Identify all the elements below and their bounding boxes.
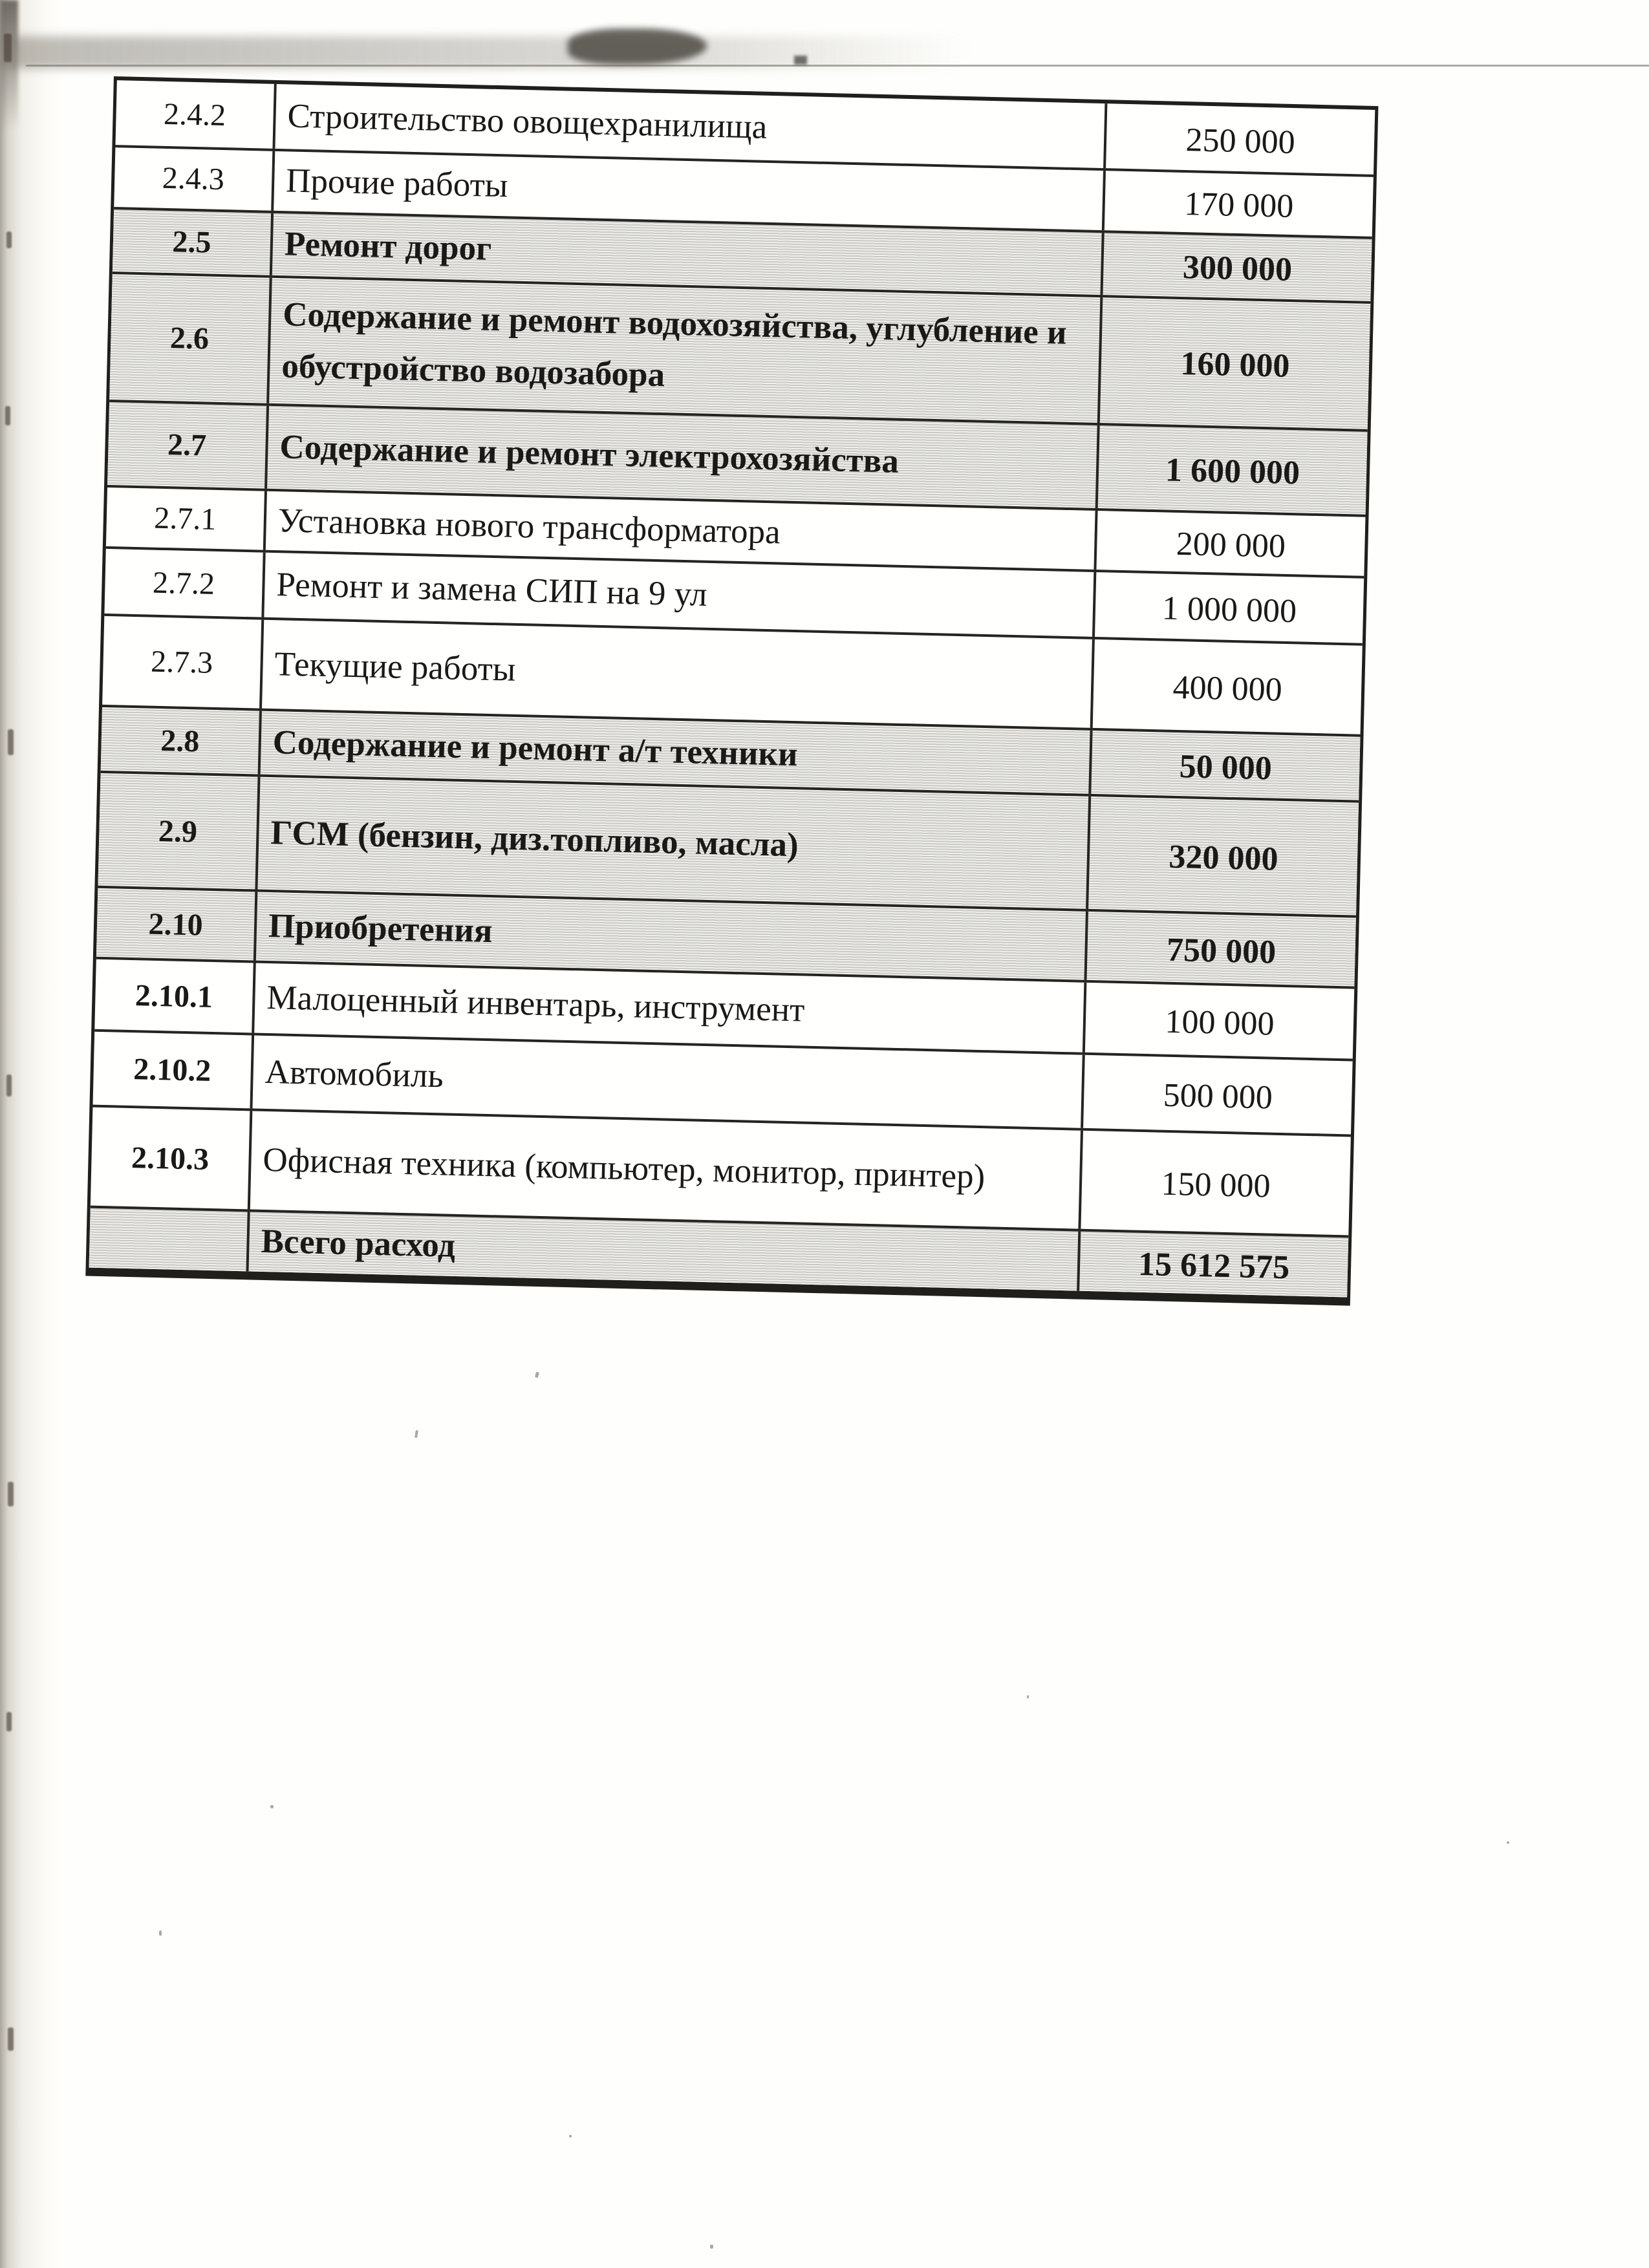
scan-speck bbox=[535, 1372, 539, 1378]
description-cell: Ремонт дорог bbox=[272, 213, 1105, 294]
scan-top-smudge bbox=[0, 36, 970, 69]
total-label-cell: Всего расход bbox=[249, 1212, 1081, 1290]
scan-edge-mark bbox=[5, 406, 10, 425]
amount-cell: 150 000 bbox=[1160, 1165, 1271, 1205]
amount-cell: 400 000 bbox=[1172, 669, 1283, 709]
scan-edge-mark bbox=[8, 2027, 14, 2051]
row-number-cell: 2.7.2 bbox=[104, 549, 265, 617]
amount-cell: 100 000 bbox=[1164, 1003, 1275, 1043]
row-number-cell: 2.10 bbox=[96, 888, 257, 961]
description-cell: Установка нового трансформатора bbox=[266, 491, 1098, 570]
description-cell: Прочие работы bbox=[274, 151, 1106, 230]
scan-edge-mark bbox=[6, 231, 12, 248]
row-number-cell: 2.9 bbox=[98, 773, 261, 890]
row-number-cell: 2.10.1 bbox=[94, 959, 255, 1033]
scan-left-edge-shadow bbox=[0, 0, 65, 2268]
scan-speck bbox=[159, 1931, 162, 1936]
description-cell: Приобретения bbox=[256, 892, 1088, 980]
row-number-cell: 2.7.3 bbox=[102, 616, 264, 709]
scan-edge-mark bbox=[6, 1712, 12, 1731]
scan-edge-mark bbox=[4, 34, 12, 62]
description-cell: Ремонт и замена СИП на 9 ул bbox=[264, 553, 1096, 637]
scan-speck bbox=[1027, 1695, 1029, 1698]
scan-speck bbox=[1507, 1841, 1509, 1844]
description-cell: Содержание и ремонт электрохозяйства bbox=[267, 405, 1100, 508]
row-number-cell: 2.10.2 bbox=[93, 1032, 255, 1109]
description-cell: ГСМ (бензин, диз.топливо, масла) bbox=[257, 777, 1091, 909]
description-cell: Строительство овощехранилища bbox=[275, 84, 1107, 168]
amount-cell: 750 000 bbox=[1166, 931, 1277, 971]
row-number-cell: 2.4.3 bbox=[114, 147, 275, 210]
description-cell: Содержание и ремонт водохозяйства, углубление и обустройство водозабора bbox=[269, 277, 1103, 422]
scan-speck bbox=[415, 1430, 418, 1439]
row-number-cell: 2.7 bbox=[107, 401, 269, 488]
scan-speck bbox=[270, 1805, 274, 1808]
description-cell: Малоценный инвентарь, инструмент bbox=[254, 963, 1086, 1053]
amount-cell: 170 000 bbox=[1183, 186, 1294, 226]
row-number-cell: 2.7.1 bbox=[106, 487, 267, 550]
description-cell: Текущие работы bbox=[262, 620, 1095, 728]
total-amount-cell: 15 612 575 bbox=[1137, 1246, 1290, 1287]
scan-top-tick-mark bbox=[794, 56, 807, 65]
description-cell: Содержание и ремонт а/т техники bbox=[261, 711, 1093, 794]
scan-speck bbox=[569, 2135, 572, 2137]
scan-speck bbox=[710, 2245, 713, 2249]
scan-top-edge-line bbox=[26, 65, 1649, 67]
row-number-cell: 2.10.3 bbox=[91, 1107, 253, 1210]
amount-cell: 500 000 bbox=[1163, 1076, 1273, 1117]
row-number-cell: 2.5 bbox=[113, 209, 274, 275]
row-number-cell bbox=[89, 1208, 250, 1271]
amount-cell: 250 000 bbox=[1185, 121, 1296, 161]
amount-cell: 300 000 bbox=[1182, 249, 1293, 288]
scan-edge-mark bbox=[6, 1075, 12, 1097]
expenses-table bbox=[85, 76, 1378, 1305]
description-cell: Офисная техника (компьютер, монитор, принтер) bbox=[250, 1111, 1083, 1228]
row-number-cell: 2.4.2 bbox=[116, 80, 277, 149]
description-cell: Автомобиль bbox=[252, 1036, 1084, 1128]
scan-edge-mark bbox=[8, 1482, 14, 1506]
amount-cell: 200 000 bbox=[1176, 525, 1286, 565]
row-number-cell: 2.8 bbox=[101, 707, 262, 775]
amount-cell: 50 000 bbox=[1179, 747, 1273, 787]
amount-cell: 1 000 000 bbox=[1161, 589, 1297, 630]
scan-edge-mark bbox=[8, 729, 14, 755]
amount-cell: 1 600 000 bbox=[1165, 451, 1300, 492]
amount-cell: 320 000 bbox=[1168, 838, 1279, 878]
amount-cell: 160 000 bbox=[1180, 345, 1291, 385]
row-number-cell: 2.6 bbox=[109, 274, 272, 403]
